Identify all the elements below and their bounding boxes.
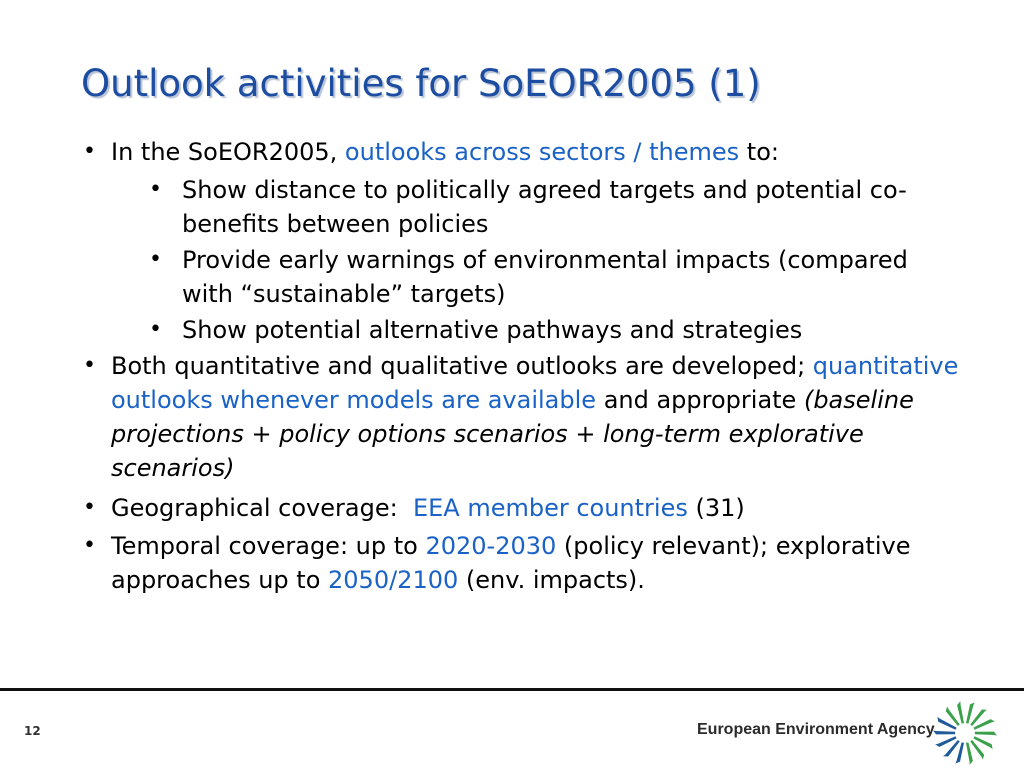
logo-ray — [966, 703, 975, 724]
bullet-icon: • — [83, 533, 96, 558]
bullet-text: (policy relevant); explorative approaches up to — [111, 532, 911, 594]
bullet-text: + — [567, 420, 604, 448]
bullet-icon: • — [83, 353, 96, 378]
sub-bullet-item — [149, 243, 960, 311]
logo-ray — [957, 701, 964, 723]
bullet-item-temporal — [80, 529, 960, 597]
bullet-text: Both quantitative and qualitative outlooks are developed; — [111, 352, 813, 380]
sub-bullet-item — [149, 173, 960, 241]
agency-name: European Environment Agency — [697, 721, 935, 738]
bullet-icon: • — [149, 317, 162, 342]
sub-bullet-text: Show distance to politically agreed targets and potential co-benefits between policies — [182, 176, 907, 238]
eea-logo-icon — [932, 700, 998, 766]
highlight-text: 2020-2030 — [425, 532, 557, 560]
bullet-text: and appropriate — [596, 386, 804, 414]
logo-ray — [975, 732, 997, 736]
bullet-icon: • — [149, 177, 162, 202]
slide-body — [80, 135, 960, 601]
bullet-icon: • — [149, 247, 162, 272]
bullet-text: (env. impacts). — [458, 566, 645, 594]
logo-ray — [955, 742, 964, 763]
bullet-text: (31) — [687, 494, 745, 522]
italic-text: long-term explorative scenarios) — [111, 420, 864, 482]
bullet-text: + — [243, 420, 280, 448]
bullet-item-sectors — [80, 135, 960, 169]
slide-number: 12 — [24, 724, 41, 738]
sub-bullet-text: Provide early warnings of environmental impacts (compared with “sustainable” targets) — [182, 246, 908, 308]
bullet-text: In the SoEOR2005, — [111, 138, 345, 166]
sub-bullet-item — [149, 313, 960, 347]
bullet-icon: • — [83, 495, 96, 520]
bullet-item-outlook-types — [80, 349, 960, 485]
italic-text: policy options scenarios — [279, 420, 568, 448]
highlight-text: quantitative outlooks whenever models are available — [111, 352, 959, 414]
bullet-text: Temporal coverage: up to — [111, 532, 426, 560]
italic-text: (baseline projections — [111, 386, 914, 448]
footer-divider — [0, 688, 1024, 691]
logo-ray — [933, 730, 955, 734]
highlight-text: outlooks across sectors / themes — [344, 138, 740, 166]
slide-title: Outlook activities for SoEOR2005 (1) — [81, 62, 761, 105]
highlight-text: 2050/2100 — [328, 566, 459, 594]
bullet-text: to: — [739, 138, 779, 166]
sub-bullet-text: Show potential alternative pathways and strategies — [182, 316, 803, 344]
bullet-icon: • — [83, 139, 96, 164]
logo-ray — [966, 742, 973, 764]
highlight-text: EEA member countries — [412, 494, 688, 522]
bullet-item-geographical — [80, 491, 960, 525]
bullet-text: Geographical coverage: — [111, 494, 413, 522]
